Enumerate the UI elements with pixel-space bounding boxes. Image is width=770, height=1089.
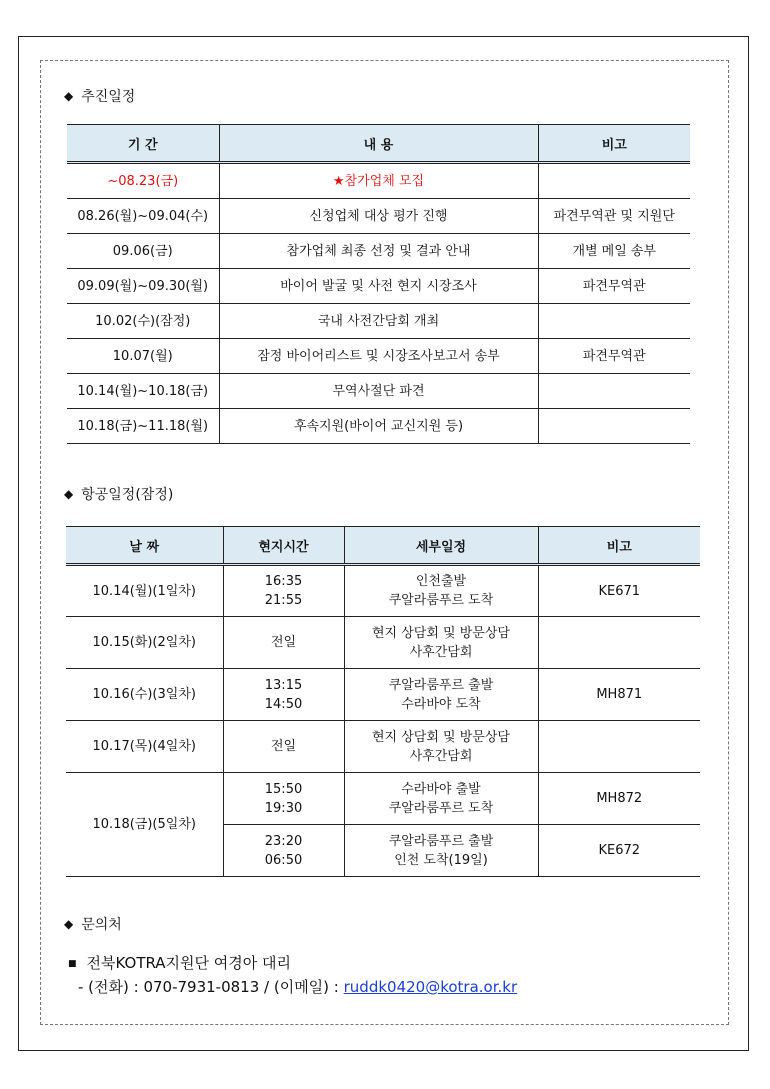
date-cell: 10.15(화)(2일차)	[66, 617, 223, 669]
date-cell: 10.16(수)(3일차)	[66, 669, 223, 721]
period-cell: 08.26(월)~09.04(수)	[67, 199, 219, 234]
header-period: 기 간	[67, 125, 219, 163]
header-note: 비고	[538, 125, 690, 163]
time-line: 15:50	[264, 781, 303, 797]
table-row	[67, 339, 690, 374]
period-cell: 10.18(금)~11.18(월)	[67, 409, 219, 444]
table-row	[67, 234, 690, 269]
table-row	[67, 199, 690, 234]
header-date: 날 짜	[66, 527, 223, 565]
time-cell	[223, 669, 344, 721]
flight-number-cell: MH872	[538, 773, 700, 825]
header-detail: 세부일정	[344, 527, 538, 565]
flight-heading-text: 항공일정(잠정)	[81, 487, 174, 503]
detail-line: 인천출발	[415, 574, 467, 589]
time-cell	[223, 825, 344, 877]
schedule-table	[67, 124, 690, 444]
table-row	[66, 617, 700, 669]
detail-cell	[344, 825, 538, 877]
note-cell	[538, 163, 690, 199]
contact-phone-text: - (전화) : 070-7931-0813 / (이메일) :	[78, 978, 344, 996]
header-content: 내 용	[219, 125, 538, 163]
content-cell: 잠정 바이어리스트 및 시장조사보고서 송부	[219, 339, 538, 374]
table-row	[66, 721, 700, 773]
period-cell: 10.02(수)(잠정)	[67, 304, 219, 339]
table-row	[67, 409, 690, 444]
flight-number-cell: KE671	[538, 565, 700, 617]
diamond-bullet-icon: ◆	[64, 917, 74, 931]
note-cell: 파견무역관	[538, 339, 690, 374]
schedule-header-row	[67, 125, 690, 163]
schedule-heading-text: 추진일정	[81, 89, 136, 105]
flight-number-cell: KE672	[538, 825, 700, 877]
contact-heading-text: 문의처	[81, 917, 122, 933]
flight-number-cell: MH871	[538, 669, 700, 721]
detail-line: 인천 도착(19일)	[394, 852, 488, 868]
time-line: 13:15	[264, 677, 303, 693]
contact-heading	[64, 914, 122, 934]
table-row	[67, 304, 690, 339]
content-cell: 참가업체 최종 선정 및 결과 안내	[219, 234, 538, 269]
time-line: 19:30	[264, 800, 303, 816]
detail-cell	[344, 721, 538, 773]
time-cell: 전일	[223, 617, 344, 669]
schedule-heading	[64, 86, 135, 106]
diamond-bullet-icon: ◆	[64, 89, 74, 103]
time-line: 14:50	[264, 696, 303, 712]
table-row	[67, 163, 690, 199]
detail-line: 수라바야 출발	[401, 781, 481, 797]
note-cell: 파견무역관	[538, 269, 690, 304]
note-cell	[538, 304, 690, 339]
period-cell: ~08.23(금)	[67, 163, 219, 199]
table-row	[66, 669, 700, 721]
time-cell	[223, 773, 344, 825]
content-cell: 신청업체 대상 평가 진행	[219, 199, 538, 234]
time-line: 21:55	[264, 593, 303, 608]
detail-cell	[344, 773, 538, 825]
time-line: 16:35	[264, 574, 303, 589]
period-cell: 09.09(월)~09.30(월)	[67, 269, 219, 304]
detail-cell	[344, 565, 538, 617]
note-cell	[538, 374, 690, 409]
period-cell: 10.14(월)~10.18(금)	[67, 374, 219, 409]
content-cell: 후속지원(바이어 교신지원 등)	[219, 409, 538, 444]
period-cell: 10.07(월)	[67, 339, 219, 374]
content-cell: ★참가업체 모집	[219, 163, 538, 199]
date-cell: 10.14(월)(1일차)	[66, 565, 223, 617]
table-row	[66, 565, 700, 617]
time-cell	[223, 565, 344, 617]
detail-line: 쿠알라룸푸르 출발	[388, 677, 494, 693]
note-cell: 개별 메일 송부	[538, 234, 690, 269]
header-note: 비고	[538, 527, 700, 565]
time-line: 06:50	[264, 852, 303, 868]
content-cell: 바이어 발굴 및 사전 현지 시장조사	[219, 269, 538, 304]
note-cell	[538, 409, 690, 444]
detail-line: 사후간담회	[409, 644, 473, 660]
contact-person-text: 전북KOTRA지원단 여경아 대리	[86, 954, 292, 972]
note-cell: 파견무역관 및 지원단	[538, 199, 690, 234]
detail-line: 사후간담회	[409, 748, 473, 764]
time-cell: 전일	[223, 721, 344, 773]
flight-table	[66, 526, 700, 877]
content-cell: 국내 사전간담회 개최	[219, 304, 538, 339]
email-link[interactable]: ruddk0420@kotra.or.kr	[343, 978, 518, 996]
period-cell: 09.06(금)	[67, 234, 219, 269]
table-row	[66, 773, 700, 825]
flight-number-cell	[538, 721, 700, 773]
date-cell: 10.17(목)(4일차)	[66, 721, 223, 773]
time-line: 23:20	[264, 833, 303, 849]
table-row	[67, 269, 690, 304]
table-row	[67, 374, 690, 409]
date-cell: 10.18(금)(5일차)	[66, 773, 223, 877]
square-bullet-icon: ■	[68, 959, 77, 969]
content-cell: 무역사절단 파견	[219, 374, 538, 409]
detail-line: 수라바야 도착	[401, 696, 481, 712]
flight-header-row	[66, 527, 700, 565]
contact-line	[78, 976, 517, 997]
diamond-bullet-icon: ◆	[64, 487, 74, 501]
detail-line: 쿠알라룸푸르 출발	[388, 833, 494, 849]
flight-number-cell	[538, 617, 700, 669]
header-local-time: 현지시간	[223, 527, 344, 565]
detail-cell	[344, 617, 538, 669]
detail-line: 쿠알라룸푸르 도착	[388, 593, 494, 608]
detail-line: 쿠알라룸푸르 도착	[388, 800, 494, 816]
detail-line: 현지 상담회 및 방문상담	[372, 729, 510, 745]
detail-line: 현지 상담회 및 방문상담	[372, 625, 510, 641]
detail-cell	[344, 669, 538, 721]
contact-person	[68, 952, 291, 973]
flight-heading	[64, 484, 173, 504]
